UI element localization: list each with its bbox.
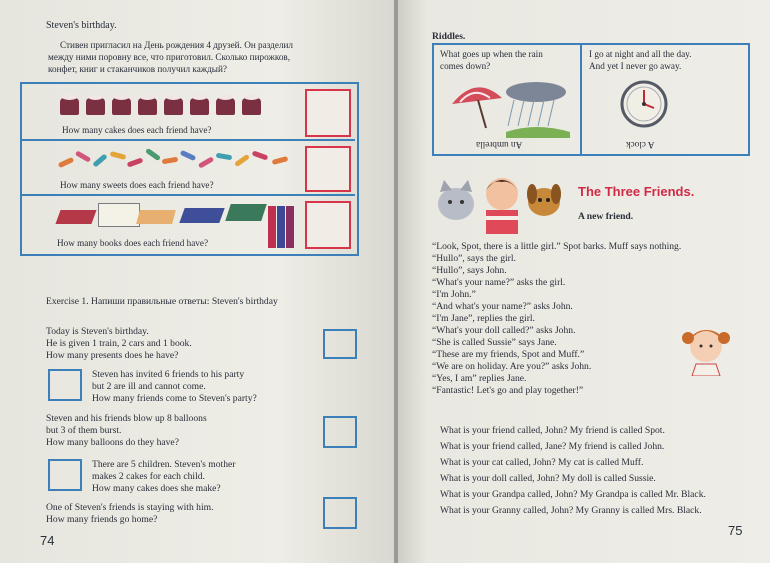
story-line: “Hullo”, says John. <box>432 265 507 276</box>
qa-line: What is your friend called, Jane? My friend is called John. <box>440 441 665 452</box>
story-line: “What's your name?” asks the girl. <box>432 277 566 288</box>
qa-line: What is your Granny called, John? My Granny is called Mrs. Black. <box>440 505 702 516</box>
exercise-5-line-2: How many friends go home? <box>46 514 158 525</box>
exercise-1-line-3: How many presents does he have? <box>46 350 179 361</box>
exercise-3-line-2: but 3 of them burst. <box>46 425 122 436</box>
page-number: 74 <box>40 533 55 548</box>
riddle-2-line-1: I go at night and all the day. <box>589 49 692 59</box>
qa-line: What is your Grandpa called, John? My Grandpa is called Mr. Black. <box>440 489 706 500</box>
table-divider <box>22 194 355 196</box>
story-line: “These are my friends, Spot and Muff.” <box>432 349 585 360</box>
intro-line-2: между ними поровну все, что приготовил. Сколько пирожков, <box>48 52 291 62</box>
story-line: “I'm Jane”, replies the girl. <box>432 313 535 324</box>
cakes-answer-box[interactable] <box>305 89 351 137</box>
story-subtitle: A new friend. <box>578 211 634 222</box>
story-line: “Fantastic! Let's go and play together!” <box>432 385 584 396</box>
page-number: 75 <box>728 523 743 538</box>
exercise-1-line-1: Today is Steven's birthday. <box>46 326 149 337</box>
qa-line: What is your friend called, John? My friend is called Spot. <box>440 425 665 436</box>
riddle-2-line-2: And yet I never go away. <box>589 61 682 71</box>
exercise-3-line-3: How many balloons do they have? <box>46 437 179 448</box>
books-answer-box[interactable] <box>305 201 351 249</box>
story-line: “And what's your name?” asks John. <box>432 301 573 312</box>
books-question: How many books does each friend have? <box>57 238 209 248</box>
riddle-1-line-2: comes down? <box>440 61 491 71</box>
qa-line: What is your doll called, John? My doll is called Sussie. <box>440 473 656 484</box>
sweets-question: How many sweets does each friend have? <box>60 180 214 190</box>
exercise-2-answer-box[interactable] <box>48 369 82 401</box>
clock-illustration <box>616 78 676 132</box>
qa-line: What is your cat called, John? My cat is called Muff. <box>440 457 644 468</box>
exercise-5-answer-box[interactable] <box>323 497 357 529</box>
girl-illustration <box>676 318 738 376</box>
riddle-1-answer: An umbrella <box>476 139 523 150</box>
story-line: “I'm John.” <box>432 289 476 300</box>
exercise-3-answer-box[interactable] <box>323 416 357 448</box>
exercise-2-line-1: Steven has invited 6 friends to his party <box>92 369 245 380</box>
exercise-heading: Exercise 1. Напиши правильные ответы: Steven's birthday <box>46 296 278 307</box>
intro-line-1: Стивен пригласил на День рождения 4 друзей. Он разделил <box>60 40 294 50</box>
riddles-divider <box>580 43 582 156</box>
exercise-2-line-2: but 2 are ill and cannot come. <box>92 381 206 392</box>
three-friends-illustration <box>430 172 570 236</box>
right-page <box>398 0 770 563</box>
exercise-3-line-1: Steven and his friends blow up 8 balloons <box>46 413 207 424</box>
story-title: The Three Friends. <box>578 184 695 199</box>
intro-line-3: конфет, книг и стаканчиков получил каждый? <box>48 64 227 74</box>
exercise-4-line-1: There are 5 children. Steven's mother <box>92 459 236 470</box>
exercise-2-line-3: How many friends come to Steven's party? <box>92 393 257 404</box>
story-line: “What's your doll called?” asks John. <box>432 325 576 336</box>
exercise-4-line-3: How many cakes does she make? <box>92 483 221 494</box>
story-line: “Yes, I am” replies Jane. <box>432 373 527 384</box>
story-line: “Hullo”, says the girl. <box>432 253 516 264</box>
story-line: “She is called Sussie” says Jane. <box>432 337 557 348</box>
exercise-1-answer-box[interactable] <box>323 329 357 359</box>
sweets-answer-box[interactable] <box>305 146 351 192</box>
riddle-2-answer: A clock <box>626 139 655 150</box>
umbrella-illustration <box>446 78 576 138</box>
story-line: “Look, Spot, there is a little girl.” Spot barks. Muff says nothing. <box>432 241 682 252</box>
exercise-5-line-1: One of Steven's friends is staying with him. <box>46 502 214 513</box>
table-divider <box>22 139 355 141</box>
cakes-question: How many cakes does each friend have? <box>62 125 212 135</box>
exercise-4-line-2: makes 2 cakes for each child. <box>92 471 205 482</box>
riddles-heading: Riddles. <box>432 31 466 42</box>
exercise-1-line-2: He is given 1 train, 2 cars and 1 book. <box>46 338 192 349</box>
riddle-1-line-1: What goes up when the rain <box>440 49 543 59</box>
exercise-4-answer-box[interactable] <box>48 459 82 491</box>
story-line: “We are on holiday. Are you?” asks John. <box>432 361 592 372</box>
page-title: Steven's birthday. <box>46 20 117 31</box>
